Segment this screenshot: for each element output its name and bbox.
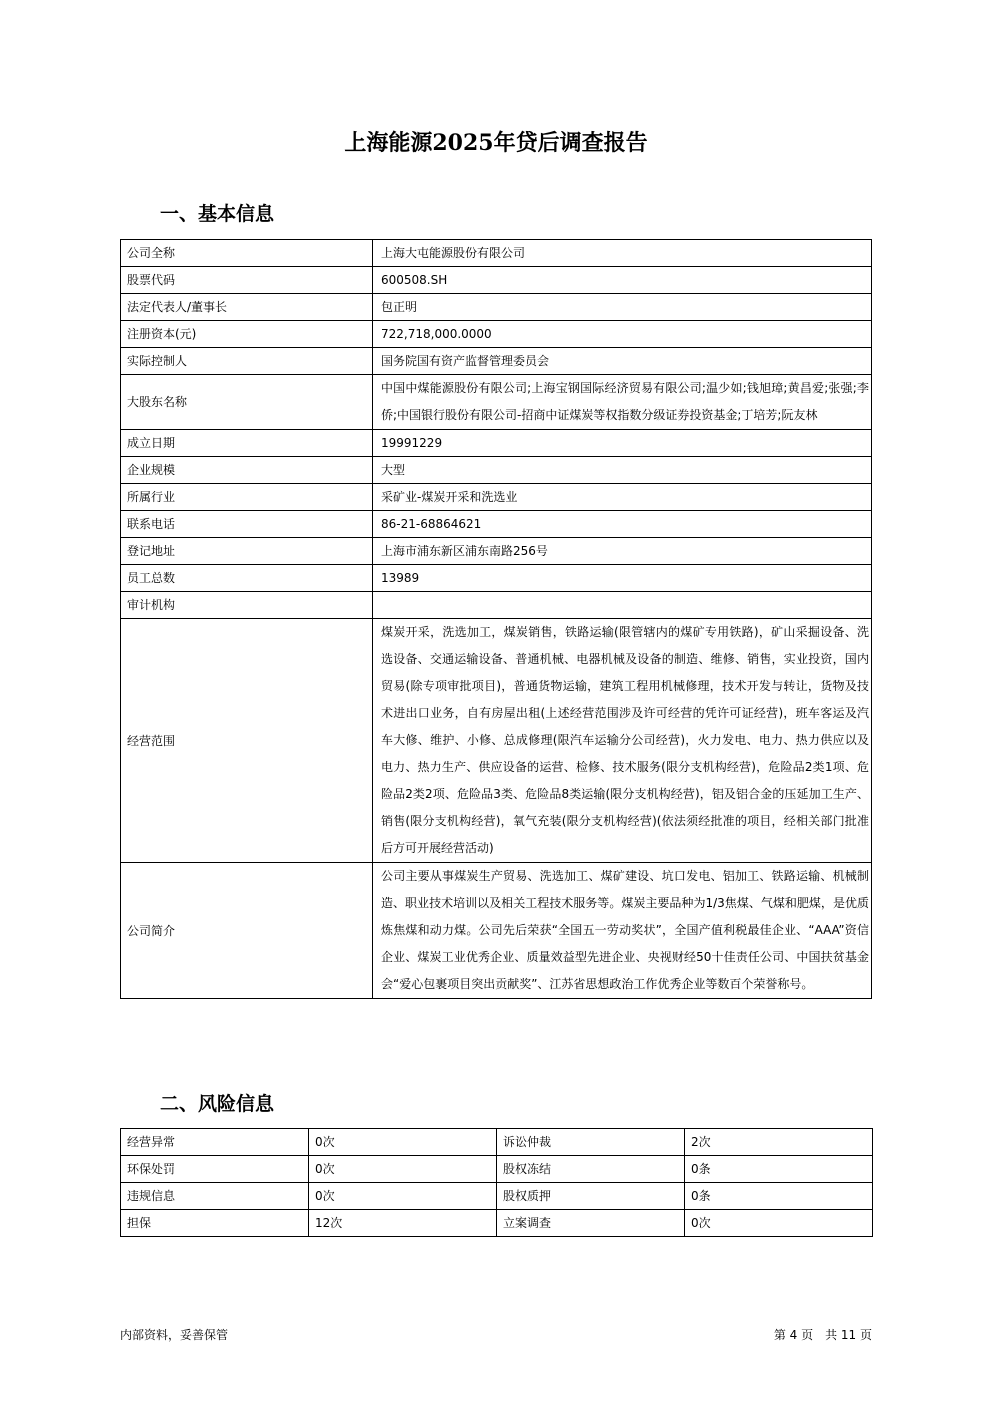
table-row xyxy=(121,348,872,375)
label-employees: 员工总数 xyxy=(121,565,373,592)
risk-label: 环保处罚 xyxy=(121,1156,309,1183)
risk-label: 诉讼仲裁 xyxy=(497,1129,685,1156)
table-row xyxy=(121,1210,873,1237)
table-row xyxy=(121,565,872,592)
table-row xyxy=(121,321,872,348)
value-legal-rep: 包正明 xyxy=(373,294,872,321)
section-title-basic: 一、基本信息 xyxy=(160,203,275,225)
label-stock-code: 股票代码 xyxy=(121,267,373,294)
label-phone: 联系电话 xyxy=(121,511,373,538)
label-scale: 企业规模 xyxy=(121,457,373,484)
table-row xyxy=(121,592,872,619)
value-founded: 19991229 xyxy=(373,430,872,457)
risk-label: 违规信息 xyxy=(121,1183,309,1210)
risk-value: 0次 xyxy=(309,1156,497,1183)
risk-label: 股权冻结 xyxy=(497,1156,685,1183)
report-title: 上海能源2025年贷后调查报告 xyxy=(344,130,648,156)
label-auditor: 审计机构 xyxy=(121,592,373,619)
table-row xyxy=(121,511,872,538)
value-auditor xyxy=(373,592,872,619)
value-industry: 采矿业-煤炭开采和洗选业 xyxy=(373,484,872,511)
table-row xyxy=(121,294,872,321)
risk-info-table xyxy=(120,1128,873,1237)
value-reg-capital: 722,718,000.0000 xyxy=(373,321,872,348)
value-scope: 煤炭开采，洗选加工，煤炭销售，铁路运输(限管辖内的煤矿专用铁路)，矿山采掘设备、洗选设备、交通运输设备、普通机械、电器机械及设备的制造、维修、销售，实业投资，国内贸易(除专项审批项目)，普通货物运输，建筑工程用机械修理，技术开发与转让，货物及技术进出口业务，自有房屋出租(上述经营范围涉及许可经营的凭许可证经营)，班车客运及汽车大修、维护、小修、总成修理(限汽车运输分公司经营)，火力发电、电力、热力供应以及电力、热力生产、供应设备的运营、检修、技术服务(限分支机构经营)，危险品2类1项、危险品2类2项、危险品3类、危险品8类运输(限分支机构经营)，铝及铝合金的压延加工生产、销售(限分支机构经营)，氧气充装(限分支机构经营)(依法须经批准的项目，经相关部门批准后方可开展经营活动) xyxy=(373,619,872,863)
risk-value: 12次 xyxy=(309,1210,497,1237)
value-intro: 公司主要从事煤炭生产贸易、洗选加工、煤矿建设、坑口发电、铝加工、铁路运输、机械制造、职业技术培训以及相关工程技术服务等。煤炭主要品种为1/3焦煤、气煤和肥煤，是优质炼焦煤和动力煤。公司先后荣获“全国五一劳动奖状”，全国产值利税最佳企业、“AAA”资信企业、煤炭工业优秀企业、质量效益型先进企业、央视财经50十佳责任公司、中国扶贫基金会“爱心包裹项目突出贡献奖”、江苏省思想政治工作优秀企业等数百个荣誉称号。 xyxy=(373,863,872,999)
label-industry: 所属行业 xyxy=(121,484,373,511)
value-controller: 国务院国有资产监督管理委员会 xyxy=(373,348,872,375)
value-shareholders: 中国中煤能源股份有限公司;上海宝钢国际经济贸易有限公司;温少如;钱旭璋;黄昌爱;张强;李侨;中国银行股份有限公司-招商中证煤炭等权指数分级证券投资基金;丁培芳;阮友林 xyxy=(373,375,872,430)
risk-value: 0条 xyxy=(685,1183,873,1210)
table-row xyxy=(121,457,872,484)
table-row xyxy=(121,619,872,863)
footer-confidential-note: 内部资料，妥善保管 xyxy=(120,1328,229,1342)
risk-value: 0次 xyxy=(685,1210,873,1237)
label-legal-rep: 法定代表人/董事长 xyxy=(121,294,373,321)
risk-label: 股权质押 xyxy=(497,1183,685,1210)
label-founded: 成立日期 xyxy=(121,430,373,457)
risk-value: 0条 xyxy=(685,1156,873,1183)
section-title-risk: 二、风险信息 xyxy=(160,1093,275,1115)
risk-label: 担保 xyxy=(121,1210,309,1237)
table-row xyxy=(121,1156,873,1183)
label-scope: 经营范围 xyxy=(121,619,373,863)
table-row xyxy=(121,240,872,267)
label-controller: 实际控制人 xyxy=(121,348,373,375)
table-row xyxy=(121,430,872,457)
label-intro: 公司简介 xyxy=(121,863,373,999)
risk-value: 0次 xyxy=(309,1129,497,1156)
table-row xyxy=(121,863,872,999)
risk-label: 经营异常 xyxy=(121,1129,309,1156)
label-full-name: 公司全称 xyxy=(121,240,373,267)
risk-value: 2次 xyxy=(685,1129,873,1156)
table-row xyxy=(121,1183,873,1210)
value-full-name: 上海大屯能源股份有限公司 xyxy=(373,240,872,267)
label-reg-capital: 注册资本(元) xyxy=(121,321,373,348)
table-row xyxy=(121,267,872,294)
value-phone: 86-21-68864621 xyxy=(373,511,872,538)
value-stock-code: 600508.SH xyxy=(373,267,872,294)
value-scale: 大型 xyxy=(373,457,872,484)
value-address: 上海市浦东新区浦东南路256号 xyxy=(373,538,872,565)
value-employees: 13989 xyxy=(373,565,872,592)
risk-label: 立案调查 xyxy=(497,1210,685,1237)
table-row xyxy=(121,1129,873,1156)
footer-page-number: 第 4 页 共 11 页 xyxy=(773,1328,872,1342)
basic-info-table xyxy=(120,239,872,999)
label-shareholders: 大股东名称 xyxy=(121,375,373,430)
label-address: 登记地址 xyxy=(121,538,373,565)
table-row xyxy=(121,375,872,430)
table-row xyxy=(121,484,872,511)
table-row xyxy=(121,538,872,565)
risk-value: 0次 xyxy=(309,1183,497,1210)
